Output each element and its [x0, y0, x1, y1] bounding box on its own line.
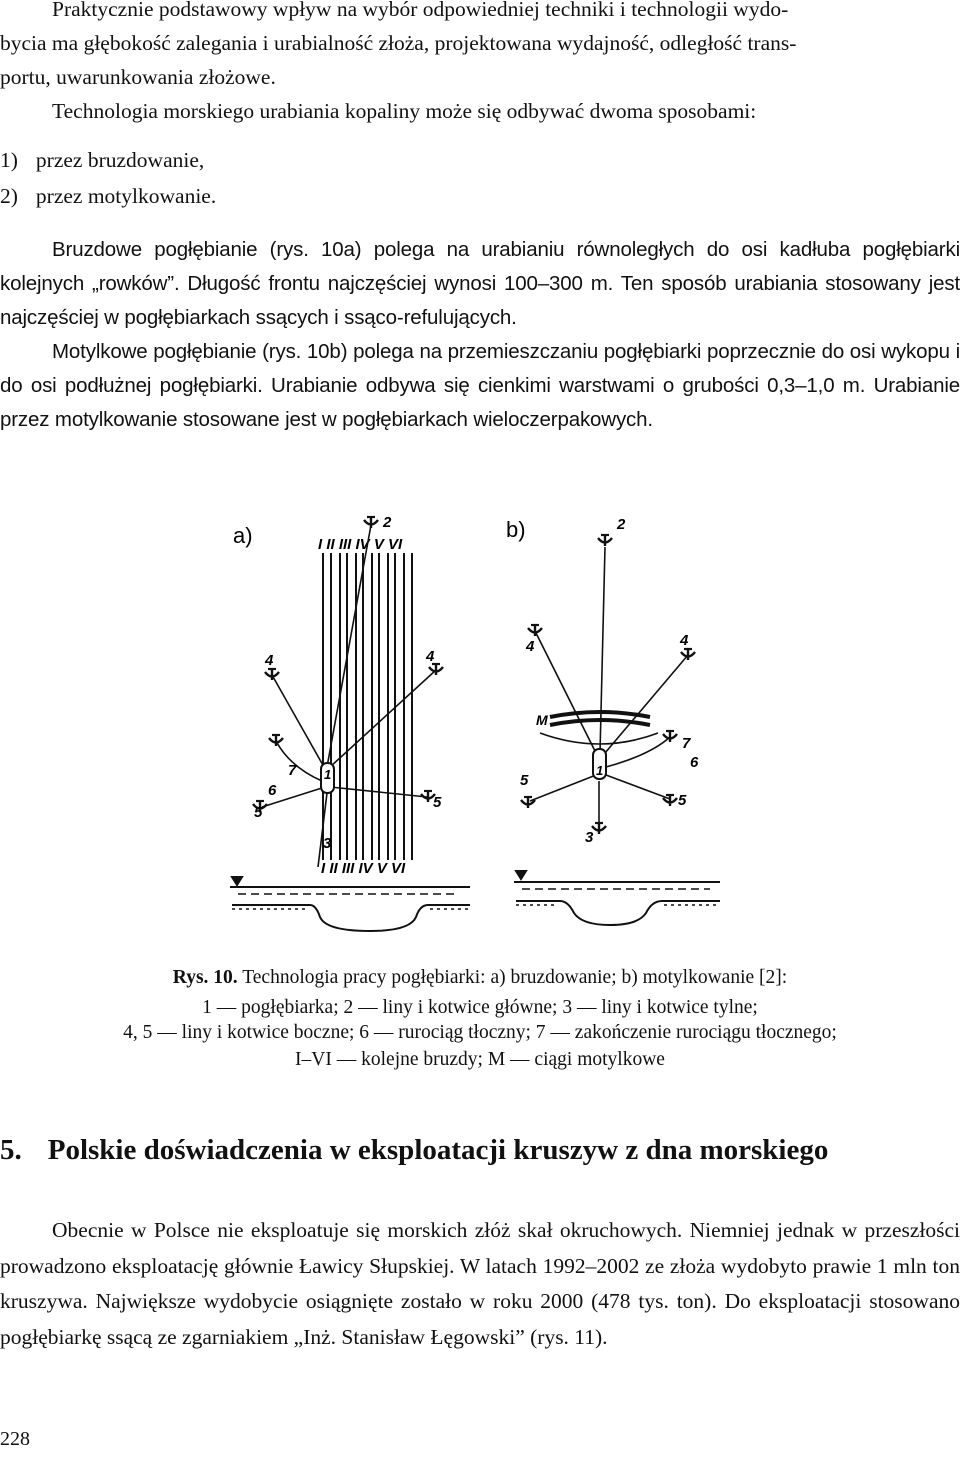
furrow-labels-bottom: I II III IV V VI	[321, 860, 406, 877]
label-4-a: 4	[265, 652, 274, 669]
label-5-b: 5	[520, 772, 529, 789]
section-number: 5.	[0, 1134, 22, 1166]
panel-a-label: a)	[233, 523, 253, 548]
figure-caption-text: Technologia pracy pogłębiarki: a) bruzdowanie; b) motylkowanie [2]:	[242, 967, 788, 988]
main-anchor-icon	[598, 535, 612, 546]
side-anchor-icon	[681, 649, 695, 660]
intro-line-2: bycia ma głębokość zalegania i urabialność złoża, projektowana wydajność, odległość trans-	[0, 31, 797, 55]
label-5-a-right: 5	[433, 794, 442, 811]
cables-b	[530, 547, 688, 823]
cables-a	[262, 525, 436, 867]
dredging-technology-figure	[180, 505, 780, 945]
butterfly-swing-paths	[540, 712, 658, 744]
figure-caption-line-2: 1 — pogłębiarka; 2 — liny i kotwice główne; 3 — liny i kotwice tylne;	[202, 997, 758, 1018]
label-1-b: 1	[596, 763, 604, 778]
side-anchor-icon	[429, 664, 443, 675]
butterfly-paragraph: Motylkowe pogłębianie (rys. 10b) polega na przemieszczaniu pogłębiarki poprzecznie do osi wykopu i do osi podłużnej pogłębiarki. Urabianie odbywa się cienkimi warstwami o grubości 0,3–1,0 m. Urabianie przez motylkowanie stosowane jest w pogłębiarkach wieloczerpakowych.	[0, 340, 960, 431]
list-item-text: przez bruzdowanie,	[35, 148, 205, 172]
final-paragraph: Obecnie w Polsce nie eksploatuje się morskich złóż skał okruchowych. Niemniej jednak w przeszłości prowadzono eksploatację głównie Ławicy Słupskiej. W latach 1992–2002 ze złoża wydobyto prawie 1 mln ton kruszywa. Największe wydobycie osiągnięte zostało w roku 2000 (478 tys. ton). Do eksploatacji stosowano pogłębiarkę ssącą ze zgarniakiem „Inż. Stanisław Łęgowski” (rys. 11).	[0, 1218, 960, 1349]
list-item-number: 2)	[0, 184, 18, 208]
list-item-text: przez motylkowanie.	[35, 184, 217, 208]
intro-line-3: portu, uwarunkowania złożowe.	[0, 65, 276, 89]
label-3-a: 3	[323, 835, 332, 852]
technology-intro: Technologia morskiego urabiania kopaliny może się odbywać dwoma sposobami:	[52, 99, 757, 123]
label-6-a: 6	[268, 782, 277, 799]
figure-caption-lead: Rys. 10.	[172, 967, 238, 988]
label-5-a: 5	[254, 804, 263, 821]
list-item-number: 1)	[0, 148, 18, 172]
label-1-a: 1	[324, 767, 332, 782]
cross-section-a	[230, 877, 470, 931]
figure-caption-line-1	[0, 963, 960, 993]
label-m: M	[536, 712, 548, 728]
label-4-b-right: 4	[680, 632, 689, 649]
panel-b-label: b)	[506, 517, 526, 542]
side-anchor-icon	[528, 625, 542, 636]
furrow-paragraph: Bruzdowe pogłębianie (rys. 10a) polega na urabianiu równoległych do osi kadłuba pogłębiarki kolejnych „rowków”. Długość frontu najczęściej wynosi 100–300 m. Ten sposób urabiania stosowany jest najczęściej w pogłębiarkach ssących i ssąco-refulujących.	[0, 238, 960, 329]
label-3-b: 3	[585, 829, 594, 846]
section-heading	[0, 1134, 828, 1167]
label-7-a: 7	[288, 762, 297, 779]
rear-anchor-icon	[592, 823, 606, 834]
label-6-b: 6	[690, 754, 699, 771]
page-number: 228	[0, 1428, 30, 1450]
side-anchor-icon	[265, 669, 279, 680]
label-2-b: 2	[617, 516, 626, 533]
section-title: Polskie doświadczenia w eksploatacji kruszyw z dna morskiego	[47, 1134, 829, 1166]
side-anchor-icon	[521, 797, 535, 808]
label-4-b: 4	[526, 638, 535, 655]
list-item	[0, 145, 204, 175]
label-4-a-right: 4	[426, 648, 435, 665]
label-7-b: 7	[682, 735, 691, 752]
furrow-labels-top: I II III IV V VI	[318, 536, 403, 553]
cross-section-b	[514, 871, 720, 925]
label-5-b-right: 5	[678, 792, 687, 809]
figure-caption-line-4: I–VI — kolejne bruzdy; M — ciągi motylkowe	[295, 1049, 665, 1070]
pipeline-end-icon	[269, 735, 283, 746]
intro-line-1: Praktycznie podstawowy wpływ na wybór odpowiedniej techniki i technologii wydo-	[52, 0, 789, 21]
figure-caption-line-3: 4, 5 — liny i kotwice boczne; 6 — rurociąg tłoczny; 7 — zakończenie rurociągu tłocznego;	[123, 1022, 837, 1043]
furrow-lines	[323, 553, 412, 860]
list-item	[0, 181, 216, 211]
label-2-a: 2	[383, 514, 392, 531]
